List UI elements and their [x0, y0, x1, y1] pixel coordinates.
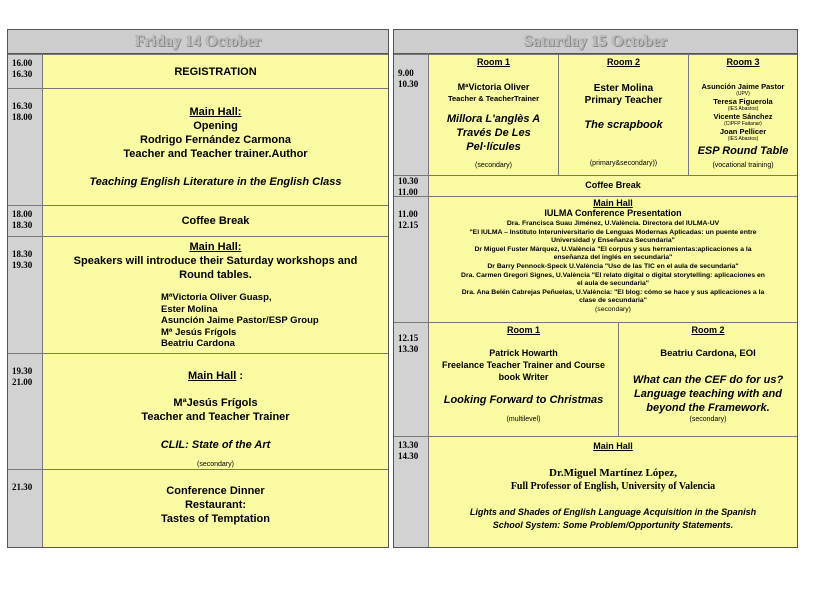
saturday-title: Saturday 15 October	[394, 30, 797, 54]
speaker-role: Teacher & TeacherTrainer	[447, 94, 539, 103]
hall-label: Main Hall:	[189, 241, 242, 253]
speaker-affiliation: (UPV)	[736, 91, 750, 97]
speaker-name: Joan Pellicer	[719, 127, 767, 136]
time-cell: 10.30 11.00	[394, 176, 428, 197]
time-cell: 11.00 12.15	[394, 197, 428, 323]
speaker-name: Ester Molina	[161, 303, 218, 315]
saturday-plenary-row	[394, 436, 797, 547]
saturday-coffee-row	[394, 175, 797, 197]
level-label: (primary&secondary))	[589, 160, 658, 167]
hall-label: Main Hall	[593, 441, 633, 451]
hall-label: Main Hall	[187, 370, 237, 382]
session-description-cont: Round tables.	[179, 269, 252, 281]
time-cell: 18.00 18.30	[8, 206, 42, 237]
talk-title: What can the CEF do for us?	[632, 374, 784, 386]
speaker-name: Vicente Sánchez	[713, 112, 773, 121]
room-label: Room 1	[476, 57, 510, 67]
level-label: (secondary)	[595, 305, 631, 313]
iulma-line: Dra. Carmen Gregori Signes, U.València "El relato digital o digital storytelling: aplicaciones en	[461, 271, 765, 279]
saturday-slot1-row	[394, 54, 797, 176]
talk-title: ESP Round Table	[697, 145, 789, 157]
time-cell: 12.15 13.30	[394, 323, 428, 437]
iulma-line: "El IULMA – Instituto Interuniversitario de Lenguas Modernas Aplicadas: un puente entre	[469, 228, 757, 236]
friday-title: Friday 14 October	[8, 30, 388, 54]
level-label: (secondary)	[197, 461, 234, 468]
speaker-name: Beatriu Cardona, EOI	[660, 348, 756, 359]
time-cell: 19.30 21.00	[8, 354, 42, 470]
time-cell: 21.30	[8, 470, 42, 547]
registration-title: REGISTRATION	[174, 66, 257, 78]
speaker-list	[161, 292, 319, 350]
room-label: Room 3	[726, 57, 760, 67]
iulma-line: Universidad y Enseñanza Secundaria"	[551, 237, 675, 245]
dinner-title: Conference Dinner	[166, 485, 265, 497]
iulma-line: clase de secundaria"	[579, 297, 647, 305]
room-label: Room 1	[506, 325, 540, 335]
speaker-role: Full Professor of English, University of Valencia	[510, 481, 716, 492]
hall-label-suffix: :	[236, 370, 244, 382]
speaker-name: Patrick Howarth	[489, 348, 558, 358]
time-cell: 13.30 14.30	[394, 437, 428, 547]
speaker-name: MªJesús Frígols	[173, 397, 258, 409]
friday-dinner-row	[8, 469, 388, 547]
speaker-name: Asunción Jaime Pastor/ESP Group	[161, 315, 319, 326]
speaker-name: Teresa Figuerola	[713, 97, 773, 106]
saturday-slot3-row	[394, 322, 797, 437]
level-label: (secondary)	[475, 162, 512, 169]
talk-title: Millora L'anglès A Través De Les Pel·lícules	[446, 113, 541, 153]
speaker-name: MªVictoria Oliver Guasp,	[161, 292, 272, 303]
speaker-role: Teacher and Teacher trainer.Author	[123, 148, 308, 160]
talk-title: Teaching English Literature in the English Class	[89, 176, 342, 188]
speaker-affiliation: (IES Abastos)	[727, 136, 759, 142]
coffee-break-label: Coffee Break	[585, 180, 641, 190]
room-label: Room 2	[606, 57, 640, 67]
dinner-venue-label: Restaurant:	[184, 499, 247, 511]
friday-opening-row	[8, 88, 388, 206]
talk-title-cont: Language teaching with and	[634, 388, 782, 400]
dinner-venue: Tastes of Temptation	[161, 513, 270, 525]
level-label: (vocational training)	[712, 162, 774, 169]
room-label: Room 2	[691, 325, 725, 335]
saturday-iulma-row	[394, 196, 797, 323]
speaker-name: Ester Molina	[593, 83, 654, 94]
speaker-role: Freelance Teacher Trainer and Course	[442, 360, 605, 370]
talk-title: Lights and Shades of English Language Acquisition in the Spanish	[469, 507, 757, 517]
iulma-line: Dr Barry Pennock-Speck U.València "Uso de las TIC en el aula de secundaria"	[487, 262, 739, 270]
speaker-name: Asunción Jaime Pastor	[701, 82, 785, 91]
room-3-session	[688, 55, 797, 176]
speaker-role: Primary Teacher	[584, 95, 663, 106]
room-2-session	[618, 323, 797, 437]
speaker-role: Teacher and Teacher Trainer	[141, 411, 290, 423]
friday-registration-row	[8, 54, 388, 88]
iulma-line: Dra. Francisca Suau Jiménez, U.València. Directora del IULMA-UV	[506, 220, 720, 227]
time-cell: 16.00 16.30	[8, 55, 42, 88]
opening-label: Opening	[193, 120, 238, 132]
friday-coffee-row	[8, 205, 388, 237]
iulma-title: IULMA Conference Presentation	[544, 208, 682, 218]
iulma-line: el aula de secundaria"	[577, 280, 649, 288]
room-1-session	[428, 55, 558, 176]
talk-title-cont: School System: Some Problem/Opportunity Statements.	[492, 520, 734, 530]
speaker-name: Mª Jesús Frígols	[161, 326, 237, 338]
speaker-name: Dr.Miguel Martínez López,	[549, 467, 677, 479]
level-label: (multilevel)	[506, 416, 541, 423]
coffee-break-label: Coffee Break	[181, 215, 250, 227]
room-1-session	[428, 323, 618, 437]
time-cell: 18.30 19.30	[8, 237, 42, 353]
iulma-line: Dr Miguel Fuster Márquez, U.València "El corpus y sus herramientas:aplicaciones a la	[474, 245, 752, 253]
friday-schedule	[7, 29, 389, 548]
iulma-line: Dra. Ana Belén Cabrejas Peñuelas, U.València: "El blog: cómo se hace y sus aplicaciones a la	[461, 288, 765, 296]
talk-title: CLIL: State of the Art	[160, 439, 271, 451]
speaker-name: Beatriu Cardona	[161, 338, 235, 349]
friday-clil-row	[8, 353, 388, 470]
level-label: (secondary)	[689, 416, 727, 423]
speaker-affiliation: (IES Abastos)	[727, 106, 759, 112]
talk-title-cont: beyond the Framework.	[646, 402, 770, 414]
saturday-schedule	[393, 29, 798, 548]
talk-title: Looking Forward to Christmas	[443, 394, 604, 406]
iulma-speakers	[429, 220, 797, 315]
speaker-name: Rodrigo Fernández Carmona	[140, 134, 291, 146]
speaker-affiliation: (CIPFP Faitanar)	[724, 121, 762, 127]
time-cell: 9.00 10.30	[394, 55, 428, 176]
time-cell: 16.30 18.00	[8, 89, 42, 206]
hall-label: Main Hall	[593, 198, 633, 208]
hall-label: Main Hall:	[189, 106, 242, 118]
speaker-name: MªVictoria Oliver	[457, 82, 530, 92]
iulma-line: enseñanza del inglés en secundaria"	[553, 254, 673, 262]
friday-speakers-row	[8, 236, 388, 353]
room-2-session	[558, 55, 688, 176]
session-description: Speakers will introduce their Saturday workshops and	[73, 255, 358, 267]
talk-title: The scrapbook	[584, 119, 663, 131]
speaker-role-cont: book Writer	[498, 372, 549, 382]
